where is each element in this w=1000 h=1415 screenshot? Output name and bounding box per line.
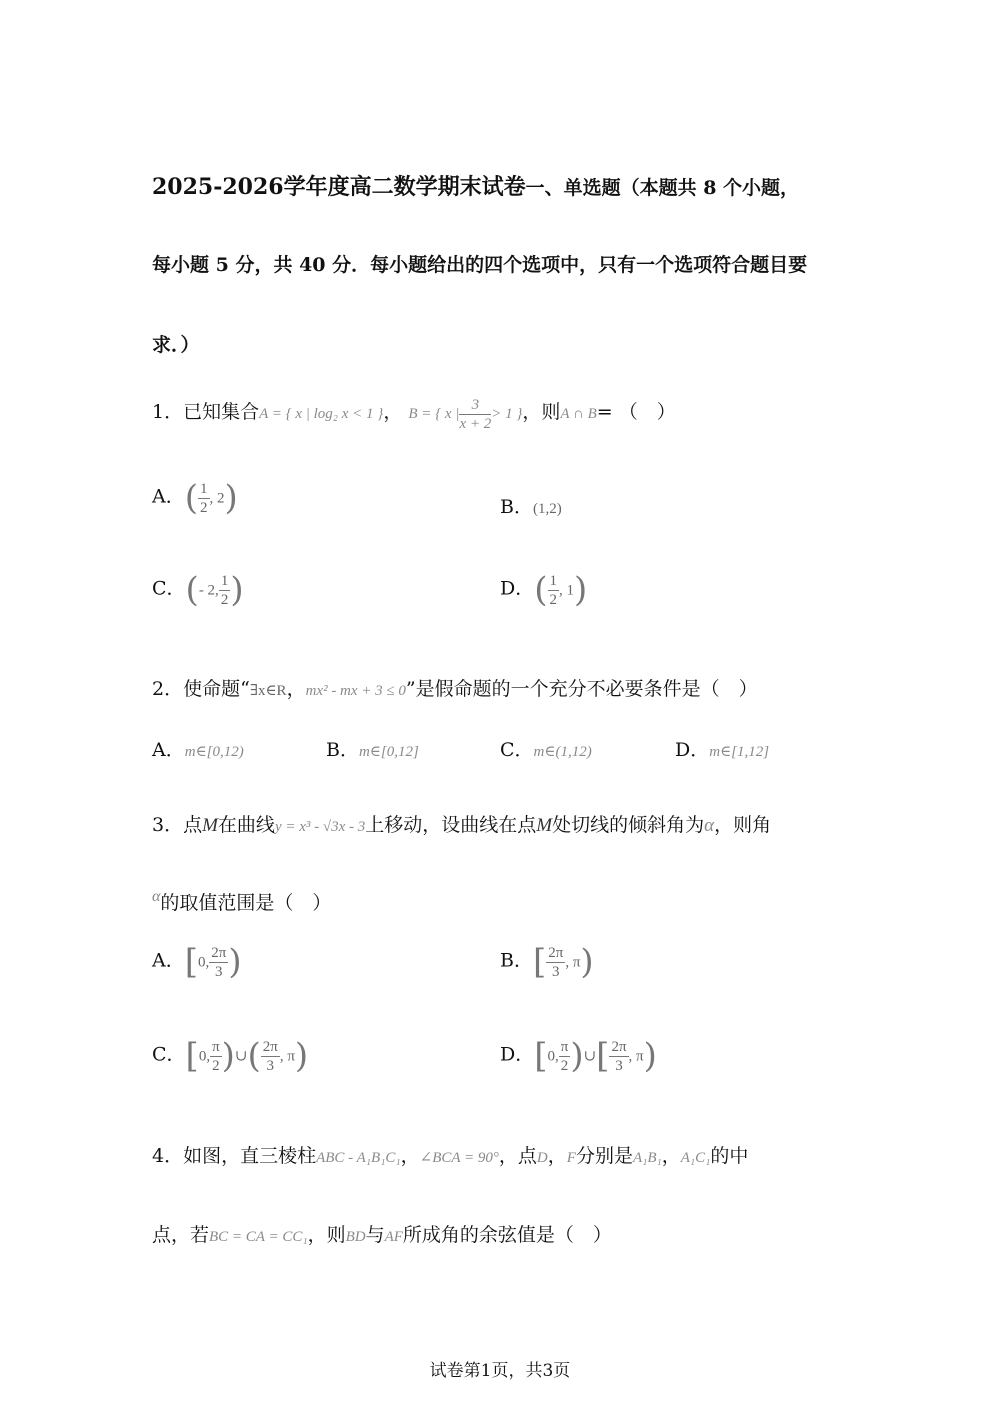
exam-title: 2025-2026学年度高二数学期末试卷: [152, 174, 526, 200]
q2-option-d[interactable]: D．m∈[1,12]: [675, 739, 770, 761]
question-1-stem: 1．已知集合A = { x | log₂ x < 1 }， B = { x | $\frac{3}{x + 2}$ > 1 }，则A ∩ B= （ ）: [152, 397, 676, 433]
section-heading-line-3: 求．）: [152, 334, 200, 356]
q1-option-b[interactable]: B．(1,2): [500, 496, 562, 518]
intersection-expr: A ∩ B: [560, 406, 597, 422]
q2-option-c[interactable]: C．m∈(1,12): [500, 739, 592, 761]
prism-name: ABC - A₁B₁C₁: [316, 1150, 401, 1166]
question-2-stem: 2．使命题“∃x∈R，mx² - mx + 3 ≤ 0”是假命题的一个充分不必要条件是（ ）: [152, 678, 758, 700]
exists-quantifier: ∃x∈R: [249, 683, 287, 699]
q3-option-a[interactable]: A．[0, $\frac{2\pi}{3}$ ): [152, 942, 242, 982]
set-a-formula: A = { x | log₂ x < 1 }: [259, 406, 384, 422]
q3-option-d[interactable]: D．[0, $\frac{\pi}{2}$ )∪[ $\frac{2\pi}{3}$ , π): [500, 1036, 657, 1076]
q3-option-c[interactable]: C．[0, $\frac{\pi}{2}$ )∪( $\frac{2\pi}{3}$ , π): [152, 1036, 309, 1076]
set-b-formula: B = { x | $\frac{3}{x + 2}$ > 1 }: [408, 397, 523, 433]
q1-option-c[interactable]: C．(- 2, $\frac{1}{2}$ ): [152, 570, 244, 610]
q2-option-a[interactable]: A．m∈[0,12): [152, 739, 244, 761]
question-3-stem-line-1: 3．点M在曲线y = x³ - √3x - 3上移动，设曲线在点M处切线的倾斜角为α，则角: [152, 814, 772, 836]
section-heading-line-2: 每小题 5 分，共 40 分．每小题给出的四个选项中，只有一个选项符合题目要: [152, 254, 808, 276]
equal-edges: BC = CA = CC₁: [209, 1229, 308, 1245]
q3-option-b[interactable]: B．[ $\frac{2\pi}{3}$ , π): [500, 942, 594, 982]
question-3-stem-line-2: $^\alpha$的取值范围是（ ）: [152, 888, 332, 914]
question-4-stem-line-2: 点，若BC = CA = CC₁，则BD与AF所成角的余弦值是（ ）: [152, 1224, 612, 1246]
q1-option-d[interactable]: D．( $\frac{1}{2}$ , 1): [500, 570, 588, 610]
section-heading-line-1: 一、单选题（本题共 8 个小题，: [525, 177, 800, 199]
curve-formula: y = x³ - √3x - 3: [274, 819, 366, 835]
q2-inequality: mx² - mx + 3 ≤ 0: [305, 683, 406, 699]
q2-option-b[interactable]: B．m∈[0,12]: [326, 739, 419, 761]
page-footer: 试卷第1页，共3页: [429, 1361, 571, 1381]
q1-option-a[interactable]: A．( $\frac{1}{2}$ , 2): [152, 478, 238, 518]
page-title: [152, 170, 799, 201]
question-4-stem-line-1: 4．如图，直三棱柱ABC - A₁B₁C₁，∠BCA = 90°，点D，F分别是A₁B₁，A₁C₁的中: [152, 1145, 749, 1167]
angle-condition: ∠BCA = 90°: [419, 1150, 499, 1166]
